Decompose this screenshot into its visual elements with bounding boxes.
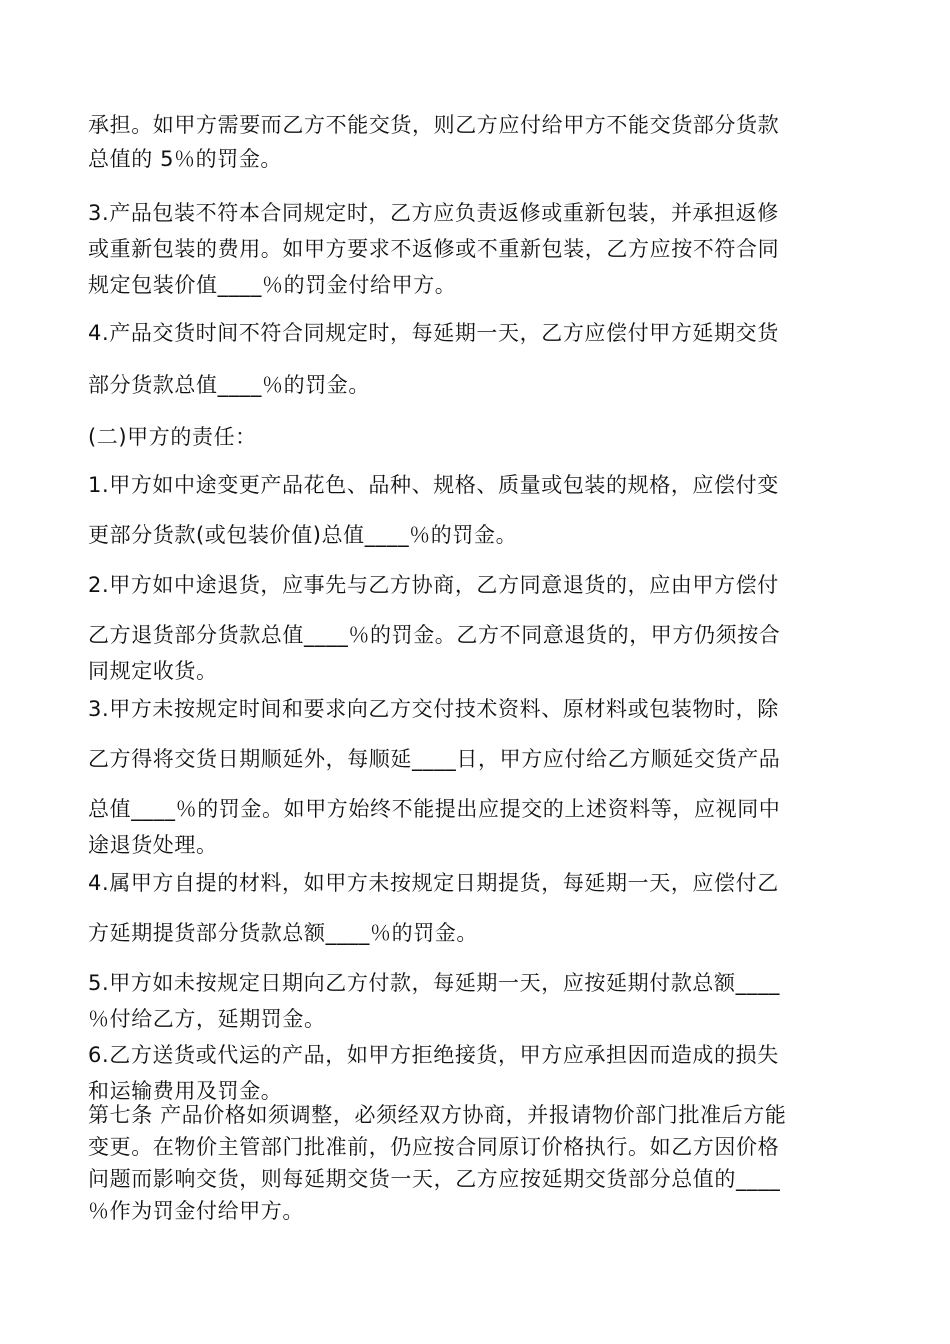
text-line: 6.乙方送货或代运的产品，如甲方拒绝接货，甲方应承担因而造成的损失 [88,1043,779,1067]
text-line: 途退货处理。 [88,833,218,857]
text-line: 问题而影响交货，则每延期交货一天，乙方应按延期交货部分总值的____ [88,1167,781,1191]
text-line: ％作为罚金付给甲方。 [88,1199,304,1223]
text-line: 总值的 5％的罚金。 [88,147,283,171]
text-line: 5.甲方如未按规定日期向乙方付款，每延期一天，应按延期付款总额____ [88,971,781,995]
text-line: 部分货款总值____％的罚金。 [88,373,370,397]
text-line: 方延期提货部分货款总额____％的罚金。 [88,921,478,945]
text-line: 变更。在物价主管部门批准前，仍应按合同原订价格执行。如乙方因价格 [88,1135,780,1159]
text-line: 和运输费用及罚金。 [88,1079,283,1103]
text-line: 乙方退货部分货款总值____％的罚金。乙方不同意退货的，甲方仍须按合 [88,623,781,647]
text-line: 3.甲方未按规定时间和要求向乙方交付技术资料、原材料或包装物时，除 [88,697,779,721]
text-line: 承担。如甲方需要而乙方不能交货，则乙方应付给甲方不能交货部分货款 [88,113,780,137]
text-line: 或重新包装的费用。如甲方要求不返修或不重新包装，乙方应按不符合同 [88,237,780,261]
text-line: 第七条 产品价格如须调整，必须经双方协商，并报请物价部门批准后方能 [88,1103,787,1127]
text-line: (二)甲方的责任： [88,425,257,449]
text-line: 同规定收货。 [88,659,218,683]
text-line: 3.产品包装不符本合同规定时，乙方应负责返修或重新包装，并承担返修 [88,201,779,225]
text-line: 2.甲方如中途退货，应事先与乙方协商，乙方同意退货的，应由甲方偿付 [88,573,779,597]
text-line: 1.甲方如中途变更产品花色、品种、规格、质量或包装的规格，应偿付变 [88,473,779,497]
text-line: 更部分货款(或包装价值)总值____％的罚金。 [88,523,518,547]
text-line: ％付给乙方，延期罚金。 [88,1007,326,1031]
text-line: 总值____％的罚金。如甲方始终不能提出应提交的上述资料等，应视同中 [88,797,781,821]
text-line: 规定包装价值____％的罚金付给甲方。 [88,273,457,297]
text-line: 4.属甲方自提的材料，如甲方未按规定日期提货，每延期一天，应偿付乙 [88,871,779,895]
text-line: 4.产品交货时间不符合同规定时，每延期一天，乙方应偿付甲方延期交货 [88,321,779,345]
text-line: 乙方得将交货日期顺延外，每顺延____日，甲方应付给乙方顺延交货产品 [88,747,781,771]
